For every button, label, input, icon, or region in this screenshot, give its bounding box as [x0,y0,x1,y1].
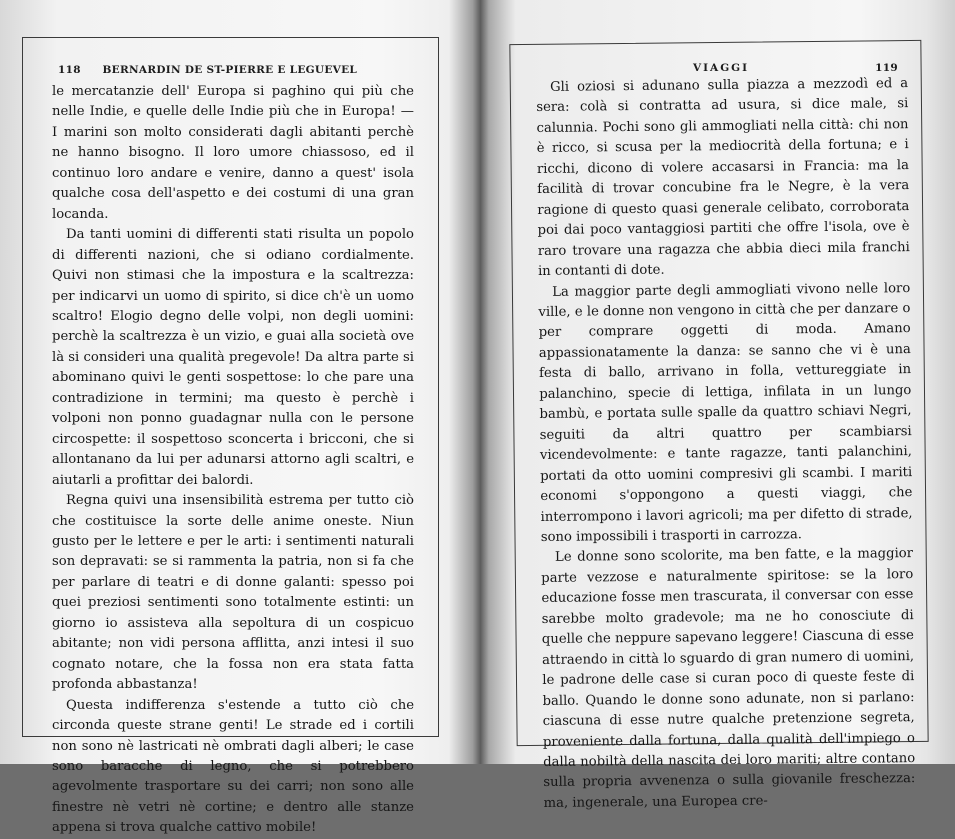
paragraph: Gli oziosi si adunano sulla piazza a mezzodì ed a sera: colà si contratta ad usura, si dice male, si calunnia. Pochi sono gli ammogliati nella città: chi non è ricco, si scusa per la mediocrità della fortuna; e i ricchi, dicono di volere accasarsi in Francia: ma la facilità di trovar concubine fra le Negre, è la vera ragione di questo quasi generale celibato, corroborata poi dai poco vantaggiosi partiti che offre l'isola, ove è raro trovare una ragazza che abbia dieci mila franchi in contanti di dote. [536,76,910,280]
page-number: 119 [875,62,898,74]
running-title: VIAGGI [693,62,750,74]
left-page [0,0,470,836]
right-page [478,0,955,811]
paragraph: Da tanti uomini di differenti stati risulta un popolo di differenti nazioni, che si odiano cordialmente. Quivi non stimasi che la impostura e la scaltrezza: per indicarvi un uomo di spirito, si dice ch'è un uomo scaltro! Elogio degno delle volpi, non degli uomini: perchè la scaltrezza è un vizio, e guai alla società ove là si consideri una qualità pregevole! Da altra parte si abominano quivi le genti sospettose: lo che pare una contradizione in termini; ma questo è perchè i volponi non ponno guadagnar nulla con le persone circospette: il sospettoso sconcerta i bricconi, che si allontanano da lui per adunarsi attorno agli scaltri, e aiutarli a profittar dei balordi. [52,227,414,488]
paragraph: Questa indifferenza s'estende a tutto ciò che circonda queste strane genti! Le strade ed i cortili non sono nè lastricati nè ombrati dagli alberi; le case sono baracche di legno, che si potrebbero agevolmente trasportare su dei carri; non sono alle finestre nè vetri nè cortine; e dentro alle stanze appena si trova qualche cattivo mobile! [52,697,414,836]
page-number: 118 [58,64,81,76]
paragraph: Regna quivi una insensibilità estrema per tutto ciò che costituisce la sorte delle anime oneste. Niun gusto per le lettere e per le arti: i sentimenti naturali son depravati: se si rammenta la patria, non si fa che per parlare di teatri e di donne galanti: spesso poi quei preziosi sentimenti sono totalmente estinti: un giorno io assisteva alla sepoltura di un cospicuo abitante; non vidi persona afflitta, anzi intesi il suo cognato notare, che la fossa non era stata fatta profonda abbastanza! [52,493,414,693]
paragraph: Le donne sono scolorite, ma ben fatte, e la maggior parte vezzose e naturalmente spiritose: se la loro educazione fosse men trascurata, il conversar con esse sarebbe molto gradevole; ma ne ho conosciute di quelle che neppure sapevano leggere! Ciascuna di esse attraendo in città lo sguardo di gran numero di uomini, le padrone delle case si curan poco di queste feste di ballo. Quando le donne sono adunate, non si parlano: ciascuna di esse nutre qualche pretenzione segreta, proveniente dalla fortuna, dalla qualità dell'impiego o dalla nobiltà della nascita dei loro mariti; altre contano sulla propria avvenenza o sulla giovanile freschezza: ma, ingenerale, una Europea cre- [541,546,916,811]
body-text [536,74,916,814]
running-head [58,64,428,76]
running-title: BERNARDIN DE ST-PIERRE E LEGUEVEL [102,64,358,76]
body-text [52,82,414,839]
paragraph: le mercatanzie dell' Europa si paghino qui più che nelle Indie, e quelle delle Indie più che in Europa! — I marini son molto considerati dagli abitanti perchè ne hanno bisogno. Il loro umore chiassoso, ed il continuo loro andare e venire, danno a quest' isola qualche cosa dell'aspetto e dei costumi di una gran locanda. [52,84,414,222]
paragraph: La maggior parte degli ammogliati vivono nelle loro ville, e le donne non vengono in città che per danzare o per comprare oggetti di moda. Amano appassionatamente la danza: se sanno che vi è una festa di ballo, arrivano in folla, vettureggiate in palanchino, specie di lettiga, infilata in un lungo bambù, e portata sulle spalle da quattro schiavi Negri, seguiti da altri quattro per scambiarsi vicendevolmente: e tante ragazze, tanti palanchini, portati da otto uomini compresivi gli scambi. I mariti economi s'oppongono a questi viaggi, che interrompono i lavori agricoli; ma per difetto di strade, sono impossibili i trasporti in carrozza. [538,280,913,545]
